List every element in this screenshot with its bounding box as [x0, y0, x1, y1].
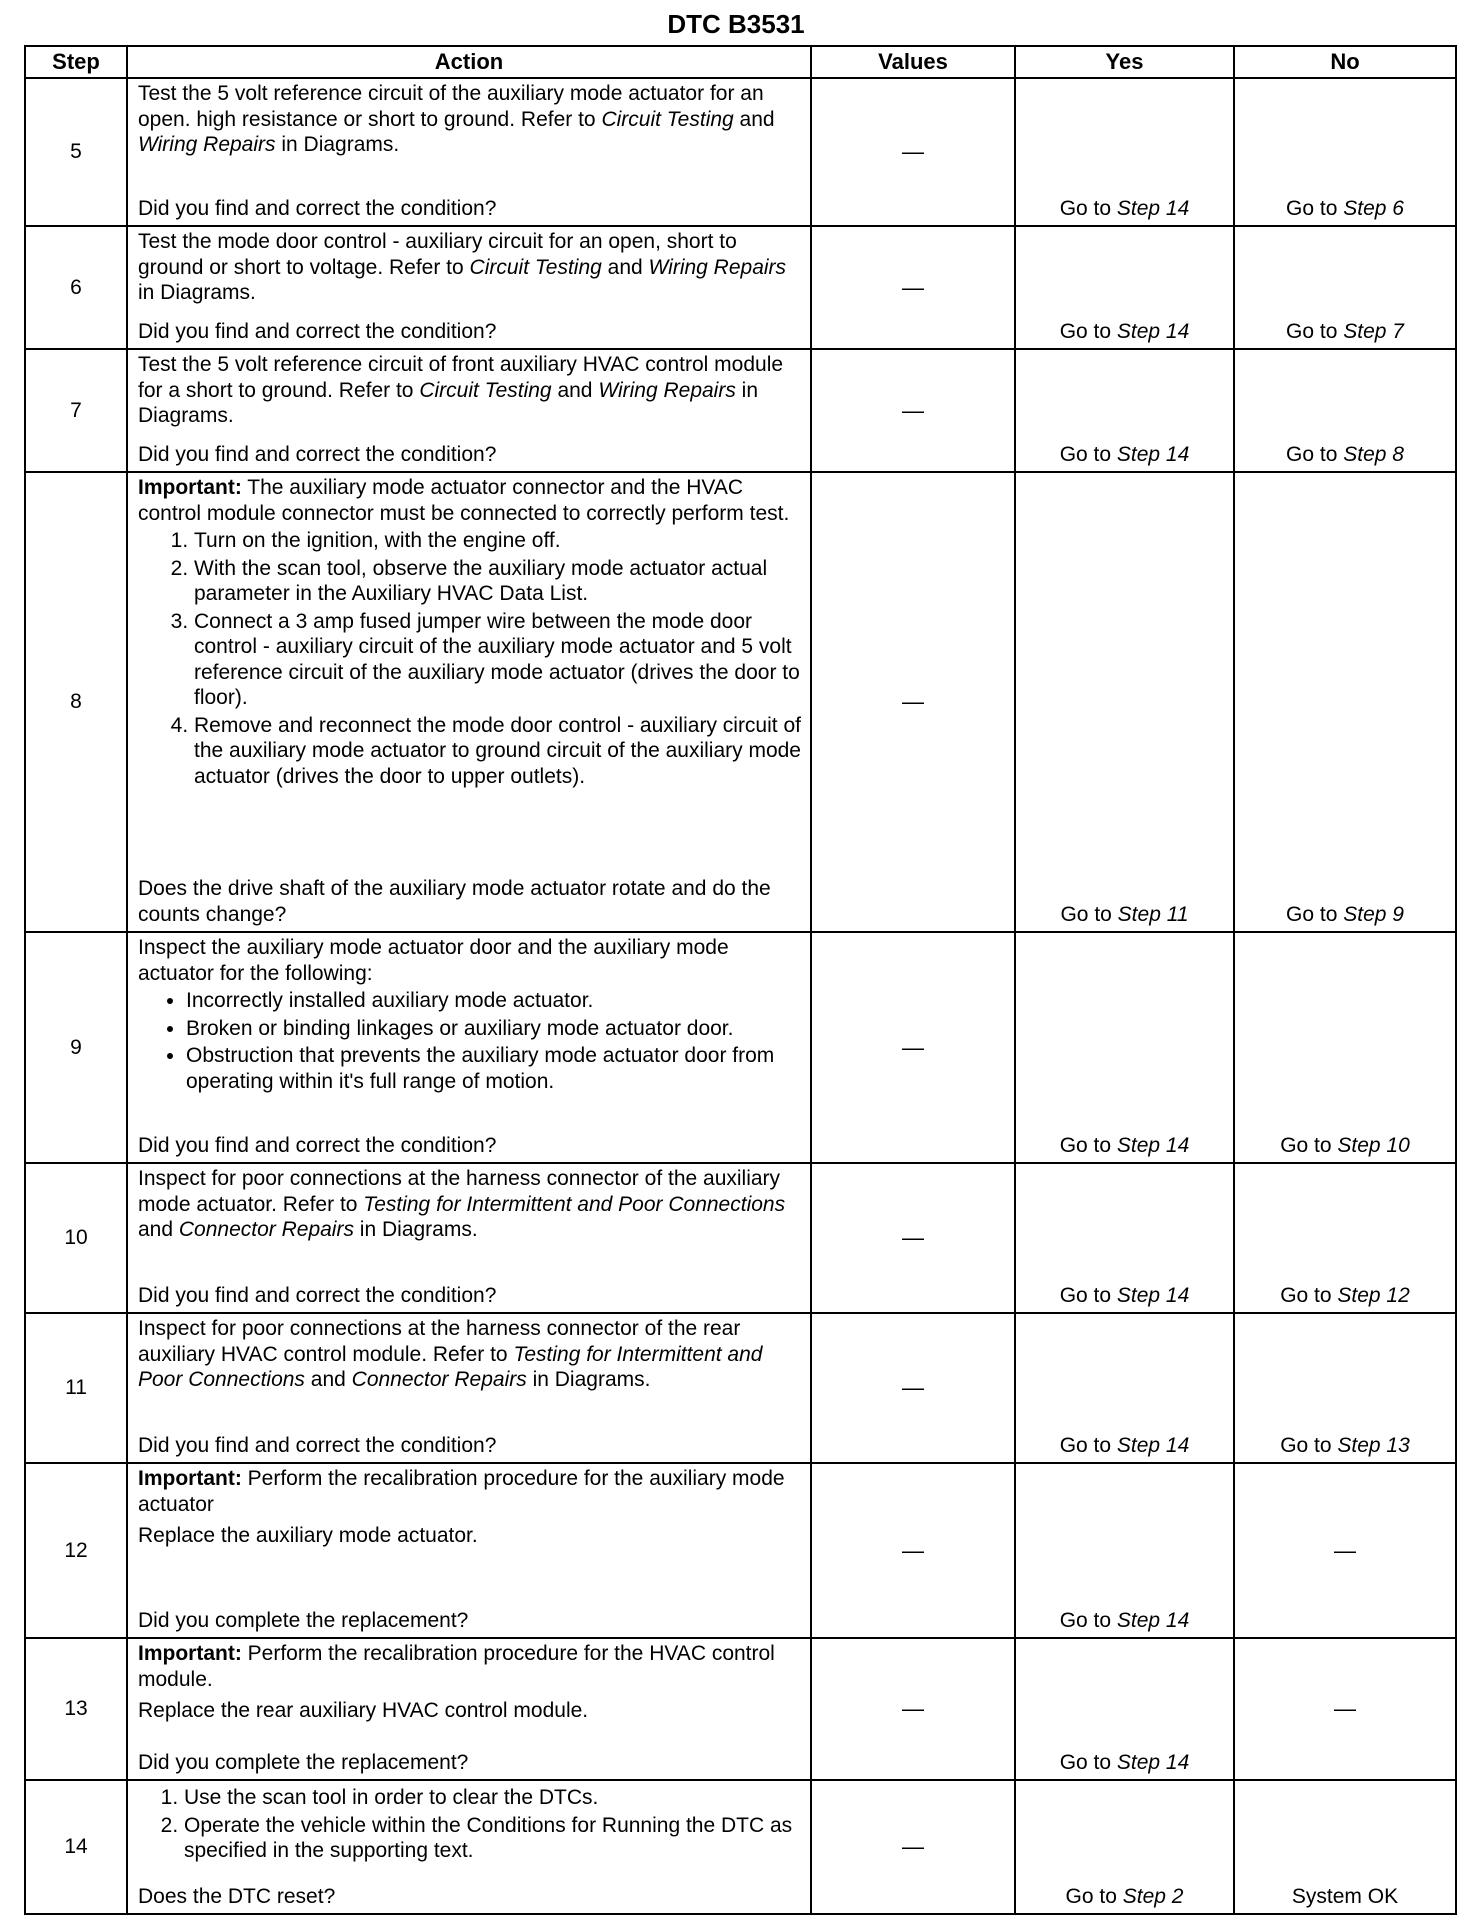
values-cell: — [811, 1463, 1015, 1638]
values-cell: — [811, 1313, 1015, 1463]
goto-prefix: Go to [1059, 1134, 1117, 1157]
instruction-list [138, 1785, 802, 1864]
reference-text: Wiring Repairs [138, 133, 276, 156]
goto-step-link[interactable]: Step 9 [1343, 903, 1404, 926]
step-number: 9 [25, 932, 127, 1163]
no-cell[interactable] [1234, 1163, 1456, 1313]
table-row [25, 1313, 1456, 1463]
values-cell: — [811, 349, 1015, 472]
yes-cell[interactable] [1015, 1780, 1234, 1914]
goto-prefix: Go to [1286, 197, 1344, 220]
goto-step-link[interactable]: Step 10 [1337, 1134, 1410, 1157]
diagnostic-table [24, 45, 1457, 1915]
instruction-paragraph: Replace the rear auxiliary HVAC control module. [138, 1699, 589, 1722]
action-question: Did you find and correct the condition? [138, 1283, 497, 1307]
instruction-list [138, 988, 802, 1094]
action-cell [127, 1463, 811, 1638]
goto-prefix: Go to [1286, 443, 1344, 466]
goto-step-link[interactable]: Step 14 [1116, 1284, 1190, 1307]
goto-prefix: Go to [1059, 197, 1117, 220]
values-cell: — [811, 932, 1015, 1163]
action-instructions [138, 475, 802, 789]
goto-prefix: Go to [1280, 1284, 1338, 1307]
step-number: 12 [25, 1463, 127, 1638]
action-question: Does the DTC reset? [138, 1884, 336, 1908]
action-cell [127, 1780, 811, 1914]
action-question: Did you find and correct the condition? [138, 196, 497, 220]
list-item: 1. Turn on the ignition, with the engine off. [194, 528, 802, 554]
action-question: Did you find and correct the condition? [138, 1433, 497, 1457]
goto-prefix: Go to [1059, 1751, 1117, 1774]
goto-prefix: Go to [1060, 903, 1118, 926]
reference-text: Connector Repairs [351, 1368, 527, 1391]
yes-cell[interactable] [1015, 472, 1234, 932]
action-question: Did you complete the replacement? [138, 1608, 469, 1632]
list-item: • Broken or binding linkages or auxiliary mode actuator door. [186, 1016, 802, 1042]
instruction-list [138, 528, 802, 789]
goto-prefix: Go to [1059, 1434, 1117, 1457]
header-yes: Yes [1015, 46, 1234, 78]
instruction-paragraph: Important: The auxiliary mode actuator connector and the HVAC control module connector must be connected to correctly perform test. [138, 476, 790, 525]
instruction-paragraph: Test the mode door control - auxiliary circuit for an open, short to ground or short to voltage. Refer to Circuit Testing and Wiring Repairs in Diagrams. [138, 230, 787, 304]
header-values: Values [811, 46, 1015, 78]
yes-cell[interactable] [1015, 226, 1234, 349]
values-cell: — [811, 1163, 1015, 1313]
step-number: 5 [25, 78, 127, 226]
table-row [25, 1463, 1456, 1638]
yes-cell[interactable] [1015, 1463, 1234, 1638]
action-instructions [138, 81, 802, 158]
goto-prefix: Go to [1286, 903, 1344, 926]
header-step: Step [25, 46, 127, 78]
reference-text: Circuit Testing [601, 107, 734, 131]
table-row [25, 932, 1456, 1163]
yes-cell[interactable] [1015, 349, 1234, 472]
reference-text: Circuit Testing [469, 255, 602, 279]
action-instructions [138, 1783, 802, 1864]
reference-text: Testing for Intermittent and Poor Connections [138, 1342, 763, 1391]
action-instructions [138, 935, 802, 1094]
action-question: Did you find and correct the condition? [138, 442, 497, 466]
action-instructions [138, 1316, 802, 1393]
step-number: 8 [25, 472, 127, 932]
action-cell [127, 472, 811, 932]
yes-cell[interactable] [1015, 1313, 1234, 1463]
table-row [25, 1163, 1456, 1313]
step-number: 13 [25, 1638, 127, 1780]
goto-prefix: Go to [1059, 1609, 1117, 1632]
goto-step-link[interactable]: Step 14 [1116, 320, 1190, 343]
step-number: 10 [25, 1163, 127, 1313]
goto-step-link[interactable]: Step 14 [1116, 1609, 1190, 1632]
yes-cell[interactable] [1015, 78, 1234, 226]
goto-prefix: Go to [1280, 1434, 1338, 1457]
goto-step-link[interactable]: Step 8 [1343, 443, 1404, 466]
goto-step-link[interactable]: Step 11 [1117, 903, 1189, 926]
goto-step-link[interactable]: Step 14 [1116, 197, 1190, 220]
important-label: Important: [138, 476, 242, 499]
yes-cell[interactable] [1015, 1638, 1234, 1780]
action-instructions [138, 229, 802, 306]
goto-prefix: Go to [1059, 320, 1117, 343]
instruction-paragraph: Inspect for poor connections at the harness connector of the auxiliary mode actuator. Refer to Testing for Intermittent and Poor Connections and Connector Repairs in Diagrams. [138, 1167, 786, 1241]
important-label: Important: [138, 1642, 242, 1665]
goto-step-link[interactable]: Step 14 [1116, 443, 1190, 466]
instruction-paragraph: Important: Perform the recalibration procedure for the auxiliary mode actuator [138, 1467, 785, 1516]
step-number: 7 [25, 349, 127, 472]
instruction-paragraph: Test the 5 volt reference circuit of the auxiliary mode actuator for an open. high resistance or short to ground. Refer to Circuit Testing and Wiring Repairs in Diagrams. [138, 82, 775, 156]
goto-prefix: Go to [1065, 1885, 1123, 1908]
goto-step-link[interactable]: Step 14 [1116, 1434, 1190, 1457]
values-cell: — [811, 1780, 1015, 1914]
list-item: 2. Operate the vehicle within the Conditions for Running the DTC as specified in the supporting text. [184, 1813, 802, 1864]
action-cell [127, 1638, 811, 1780]
goto-step-link[interactable]: Step 7 [1343, 320, 1404, 343]
action-instructions [138, 1641, 802, 1724]
values-cell: — [811, 226, 1015, 349]
table-row [25, 472, 1456, 932]
step-number: 6 [25, 226, 127, 349]
table-row [25, 78, 1456, 226]
reference-text: Wiring Repairs [598, 378, 736, 402]
list-item: 1. Use the scan tool in order to clear the DTCs. [184, 1785, 802, 1811]
action-cell [127, 226, 811, 349]
no-cell[interactable] [1234, 472, 1456, 932]
instruction-paragraph: Important: Perform the recalibration procedure for the HVAC control module. [138, 1642, 775, 1691]
goto-step-link[interactable]: Step 13 [1337, 1434, 1410, 1457]
list-item: • Incorrectly installed auxiliary mode actuator. [186, 988, 802, 1014]
reference-text: Connector Repairs [178, 1218, 354, 1241]
goto-prefix: Go to [1286, 320, 1344, 343]
goto-step-link[interactable]: Step 6 [1343, 197, 1404, 220]
step-number: 11 [25, 1313, 127, 1463]
action-cell [127, 932, 811, 1163]
header-row [25, 46, 1456, 78]
action-question: Did you find and correct the condition? [138, 1133, 497, 1157]
no-cell[interactable] [1234, 1313, 1456, 1463]
step-number: 14 [25, 1780, 127, 1914]
no-cell: — [1234, 1463, 1456, 1638]
important-label: Important: [138, 1467, 242, 1490]
action-cell [127, 78, 811, 226]
goto-prefix: Go to [1059, 1284, 1117, 1307]
table-row [25, 1780, 1456, 1914]
action-instructions [138, 1466, 802, 1549]
values-cell: — [811, 78, 1015, 226]
no-cell: System OK [1234, 1780, 1456, 1914]
no-cell: — [1234, 1638, 1456, 1780]
action-cell [127, 1163, 811, 1313]
goto-prefix: Go to [1059, 443, 1117, 466]
instruction-paragraph: Replace the auxiliary mode actuator. [138, 1524, 478, 1547]
table-row [25, 226, 1456, 349]
values-cell: — [811, 1638, 1015, 1780]
yes-cell[interactable] [1015, 932, 1234, 1163]
instruction-paragraph: Test the 5 volt reference circuit of front auxiliary HVAC control module for a short to ground. Refer to Circuit Testing and Wiring Repairs in Diagrams. [138, 353, 784, 427]
yes-cell[interactable] [1015, 1163, 1234, 1313]
list-item: 3. Connect a 3 amp fused jumper wire between the mode door control - auxiliary circuit of the auxiliary mode actuator and 5 volt reference circuit of the auxiliary mode actuator (drives the door to floor). [194, 609, 802, 711]
goto-prefix: Go to [1280, 1134, 1338, 1157]
reference-text: Circuit Testing [419, 378, 552, 402]
no-cell[interactable] [1234, 932, 1456, 1163]
action-instructions [138, 352, 802, 429]
goto-step-link[interactable]: Step 14 [1116, 1751, 1190, 1774]
action-question: Did you find and correct the condition? [138, 319, 497, 343]
reference-text: Testing for Intermittent and Poor Connections [363, 1192, 786, 1216]
list-item: • Obstruction that prevents the auxiliary mode actuator door from operating within it's full range of motion. [186, 1043, 802, 1094]
action-question: Does the drive shaft of the auxiliary mode actuator rotate and do the counts change? [138, 877, 771, 926]
header-action: Action [127, 46, 811, 78]
no-cell[interactable] [1234, 78, 1456, 226]
action-question: Did you complete the replacement? [138, 1750, 469, 1774]
values-cell: — [811, 472, 1015, 932]
goto-step-link[interactable]: Step 14 [1116, 1134, 1190, 1157]
instruction-paragraph: Inspect for poor connections at the harness connector of the rear auxiliary HVAC control module. Refer to Testing for Intermittent and Poor Connections and Connector Repairs in Diagrams. [138, 1317, 763, 1391]
goto-step-link[interactable]: Step 2 [1122, 1885, 1184, 1908]
table-row [25, 349, 1456, 472]
action-cell [127, 1313, 811, 1463]
reference-text: Wiring Repairs [648, 255, 787, 279]
list-item: 2. With the scan tool, observe the auxiliary mode actuator actual parameter in the Auxiliary HVAC Data List. [194, 556, 802, 607]
goto-step-link[interactable]: Step 12 [1337, 1284, 1410, 1307]
list-item: 4. Remove and reconnect the mode door control - auxiliary circuit of the auxiliary mode actuator to ground circuit of the auxiliary mode actuator (drives the door to upper outlets). [194, 713, 802, 790]
action-instructions [138, 1166, 802, 1243]
action-cell [127, 349, 811, 472]
table-row [25, 1638, 1456, 1780]
page-title: DTC B3531 [667, 9, 805, 39]
no-cell[interactable] [1234, 349, 1456, 472]
header-no: No [1234, 46, 1456, 78]
no-cell[interactable] [1234, 226, 1456, 349]
instruction-paragraph: Inspect the auxiliary mode actuator door and the auxiliary mode actuator for the following: [138, 936, 729, 985]
